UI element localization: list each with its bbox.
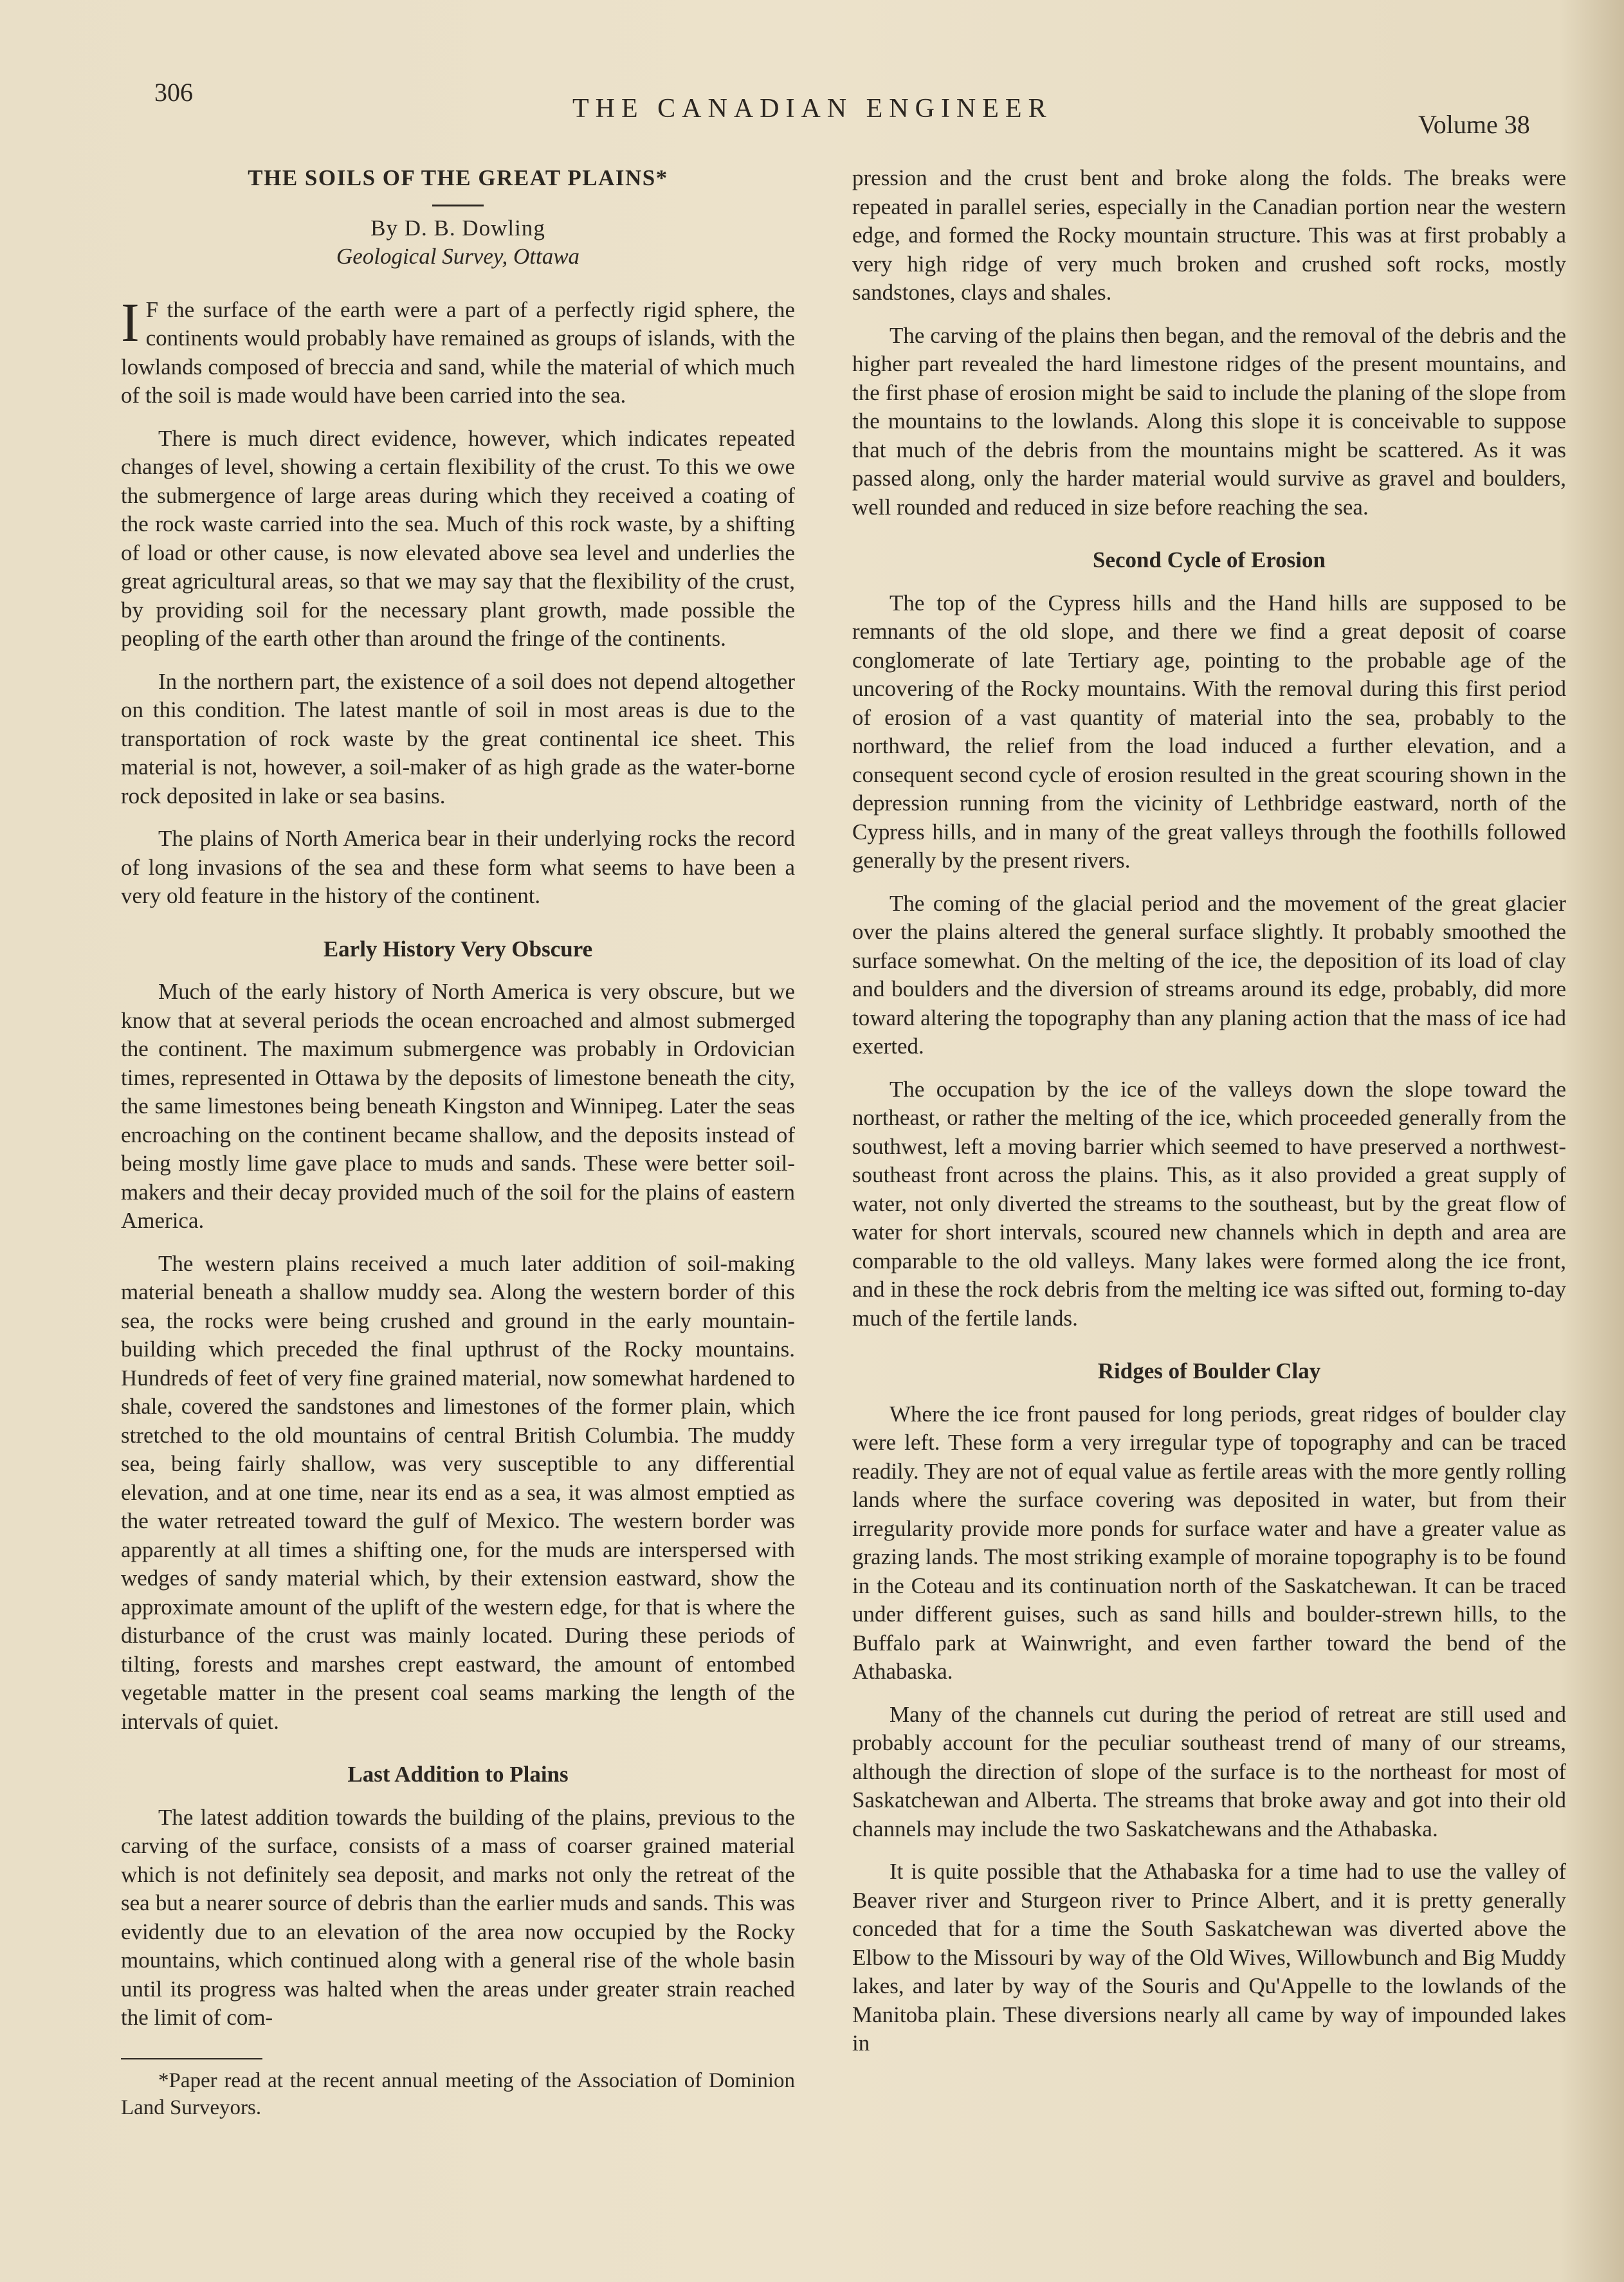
paragraph: There is much direct evidence, however, which indicates repeated changes of level, showing a certain flexibility of the crust. To this we owe the submergence of large areas during which they received a coating of the rock waste carried into the sea. Much of this rock waste, by a shifting of load or other cause, is now elevated above sea level and underlies the great agricultural areas, so that we may say that the flexibility of the crust, by providing soil for the necessary plant growth, made possible the peopling of the earth other than around the fringe of the continents. — [121, 425, 795, 651]
section-heading: Early History Very Obscure — [323, 936, 593, 962]
left-column — [121, 164, 795, 2135]
paragraph: The latest addition towards the building of the plains, previous to the carving of the surface, consists of a mass of coarser grained material which is not definitely sea deposit, and marks not only the retreat of the sea but a nearer source of debris than the earlier muds and sands. This was evidently due to an elevation of the area now occupied by the Rocky mountains, which continued along with a general rise of the whole basin until its progress was halted when the areas under greater strain reached the limit of com- — [121, 1804, 795, 2030]
paragraph: Where the ice front paused for long periods, great ridges of boulder clay were left. These form a very irregular type of topography and can be traced readily. They are not of equal value as fertile areas with the more gently rolling lands where the surface covering was deposited in water, but from their irregularity provide more ponds for surface water and have a greater value as grazing lands. The most striking example of moraine topography is to be found in the Coteau and its continuation north of the Saskatchewan. It can be traced under different guises, such as sand hills and boulder-strewn hills, to the Buffalo park at Wainwright, and even farther toward the bend of the Athabaska. — [852, 1401, 1566, 1684]
footnote: *Paper read at the recent annual meeting of the Association of Dominion Land Surveyors. — [121, 2068, 795, 2119]
journal-title: THE CANADIAN ENGINEER — [572, 94, 1053, 123]
paragraph: IF the surface of the earth were a part of a perfectly rigid sphere, the continents would probably have remained as groups of islands, with the lowlands composed of breccia and sand, while the material of which much of the soil is made would have been carried into the sea. — [121, 291, 795, 408]
paragraph: The occupation by the ice of the valleys down the slope toward the northeast, or rather the melting of the ice, which proceeded generally from the southwest, left a moving barrier which seemed to have preserved a northwest-southeast front across the plains. This, as it also provided a great supply of water, not only diverted the streams to the southeast, but by the great flow of water for short intervals, scoured new channels which in depth and area are comparable to the old valleys. Many lakes were formed along the ice front, and in these the rock debris from the melting ice was sifted out, forming to-day much of the fertile lands. — [852, 1076, 1566, 1331]
section-heading: Second Cycle of Erosion — [1093, 547, 1326, 572]
paragraph: The top of the Cypress hills and the Hand hills are supposed to be remnants of the old slope, and there we find a great deposit of coarse conglomerate of late Tertiary age, pointing to the probable age of the uncovering of the Rocky mountains. With the removal during this first period of erosion of a vast quantity of material into the sea, probably to the northward, the relief from the load induced a further elevation, and a consequent second cycle of erosion resulted in the great scouring shown in the depression running from the vicinity of Lethbridge eastward, north of the Cypress hills, and in many of the great valleys through the foothills followed generally by the present rivers. — [852, 590, 1566, 873]
right-column — [852, 164, 1566, 2072]
paragraph: The coming of the glacial period and the movement of the great glacier over the plains altered the general surface slightly. It probably smoothed the surface somewhat. On the melting of the ice, the deposition of its load of clay and boulders and the diversion of streams around its edge, probably, did more toward altering the topography than any planing action that the mass of ice had exerted. — [852, 890, 1566, 1059]
title-rule — [432, 205, 484, 206]
paragraph: The western plains received a much later addition of soil-making material beneath a shallow muddy sea. Along the western border of this sea, the rocks were being crushed and ground in the early mountain-building which preceded the final upthrust of the Rocky mountains. Hundreds of feet of very fine grained material, now somewhat hardened to shale, covered the sandstones and limestones of the former plain, which stretched to the old mountains of central British Columbia. The muddy sea, being fairly shallow, was very susceptible to any differential elevation, and at one time, near its end as a sea, it was almost emptied as the water retreated toward the gulf of Mexico. The western border was apparently at all times a shifting one, for the muds are interspersed with wedges of sandy material which, by their extension eastward, show the approximate amount of the uplift of the western edge, for that is where the disturbance of the crust was mainly located. During these periods of tilting, forests and marshes crept eastward, the amount of entombed vegetable matter in the present coal seams marking the length of the intervals of quiet. — [121, 1250, 795, 1734]
volume-label: Volume 38 — [1418, 110, 1530, 139]
paragraph: pression and the crust bent and broke along the folds. The breaks were repeated in parallel series, especially in the Canadian portion near the western edge, and formed the Rocky mountain structure. This was at first probably a very high ridge of very much broken and crushed soft rocks, mostly sandstones, clays and shales. — [852, 165, 1566, 305]
paragraph: Many of the channels cut during the period of retreat are still used and probably account for the peculiar southeast trend of many of our streams, although the direction of slope of the surface is to the northeast for most of Saskatchewan and Alberta. The streams that broke away and got into their old channels may include the two Saskatchewans and the Athabaska. — [852, 1701, 1566, 1841]
section-heading: Last Addition to Plains — [347, 1762, 569, 1787]
paragraph: Much of the early history of North America is very obscure, but we know that at several periods the ocean encroached and almost submerged the continent. The maximum submergence was probably in Ordovician times, represented in Ottawa by the deposits of limestone beneath the city, the same limestones being beneath Kingston and Winnipeg. Later the seas encroaching on the continent became shallow, and the deposits instead of being mostly lime gave place to muds and sands. These were better soil-makers and their decay provided much of the soil for the plains of eastern America. — [121, 979, 795, 1233]
paragraph: The plains of North America bear in their underlying rocks the record of long invasions of the sea and these form what seems to have been a very old feature in the history of the continent. — [121, 826, 795, 908]
article-title: THE SOILS OF THE GREAT PLAINS* — [248, 165, 668, 190]
section-heading: Ridges of Boulder Clay — [1097, 1358, 1321, 1383]
article-byline: By D. B. Dowling — [370, 215, 545, 241]
article-affiliation: Geological Survey, Ottawa — [336, 244, 580, 269]
footnote-rule — [121, 2058, 262, 2059]
paragraph: In the northern part, the existence of a soil does not depend altogether on this condition. The latest mantle of soil in most areas is due to the transportation of rock waste by the great continental ice sheet. This material is not, however, a soil-maker of as high grade as the water-borne rock deposited in lake or sea basins. — [121, 668, 795, 808]
page-number: 306 — [154, 78, 193, 107]
paragraph: It is quite possible that the Athabaska for a time had to use the valley of Beaver river and Sturgeon river to Prince Albert, and it is pretty generally conceded that for a time the South Saskatchewan was diverted above the Elbow to the Missouri by way of the Old Wives, Willowbunch and Big Muddy lakes, and later by way of the Souris and Qu'Appelle to the lowlands of the Manitoba plain. These diversions nearly all came by way of impounded lakes in — [852, 1859, 1566, 2056]
paragraph: The carving of the plains then began, and the removal of the debris and the higher part revealed the hard limestone ridges of the present mountains, and the first phase of erosion might be said to include the planing of the slope from the mountains to the lowlands. Along this slope it is conceivable to suppose that much of the debris from the mountains might be scattered. As it was passed along, only the harder material would survive as gravel and boulders, well rounded and reduced in size before reaching the sea. — [852, 322, 1566, 520]
